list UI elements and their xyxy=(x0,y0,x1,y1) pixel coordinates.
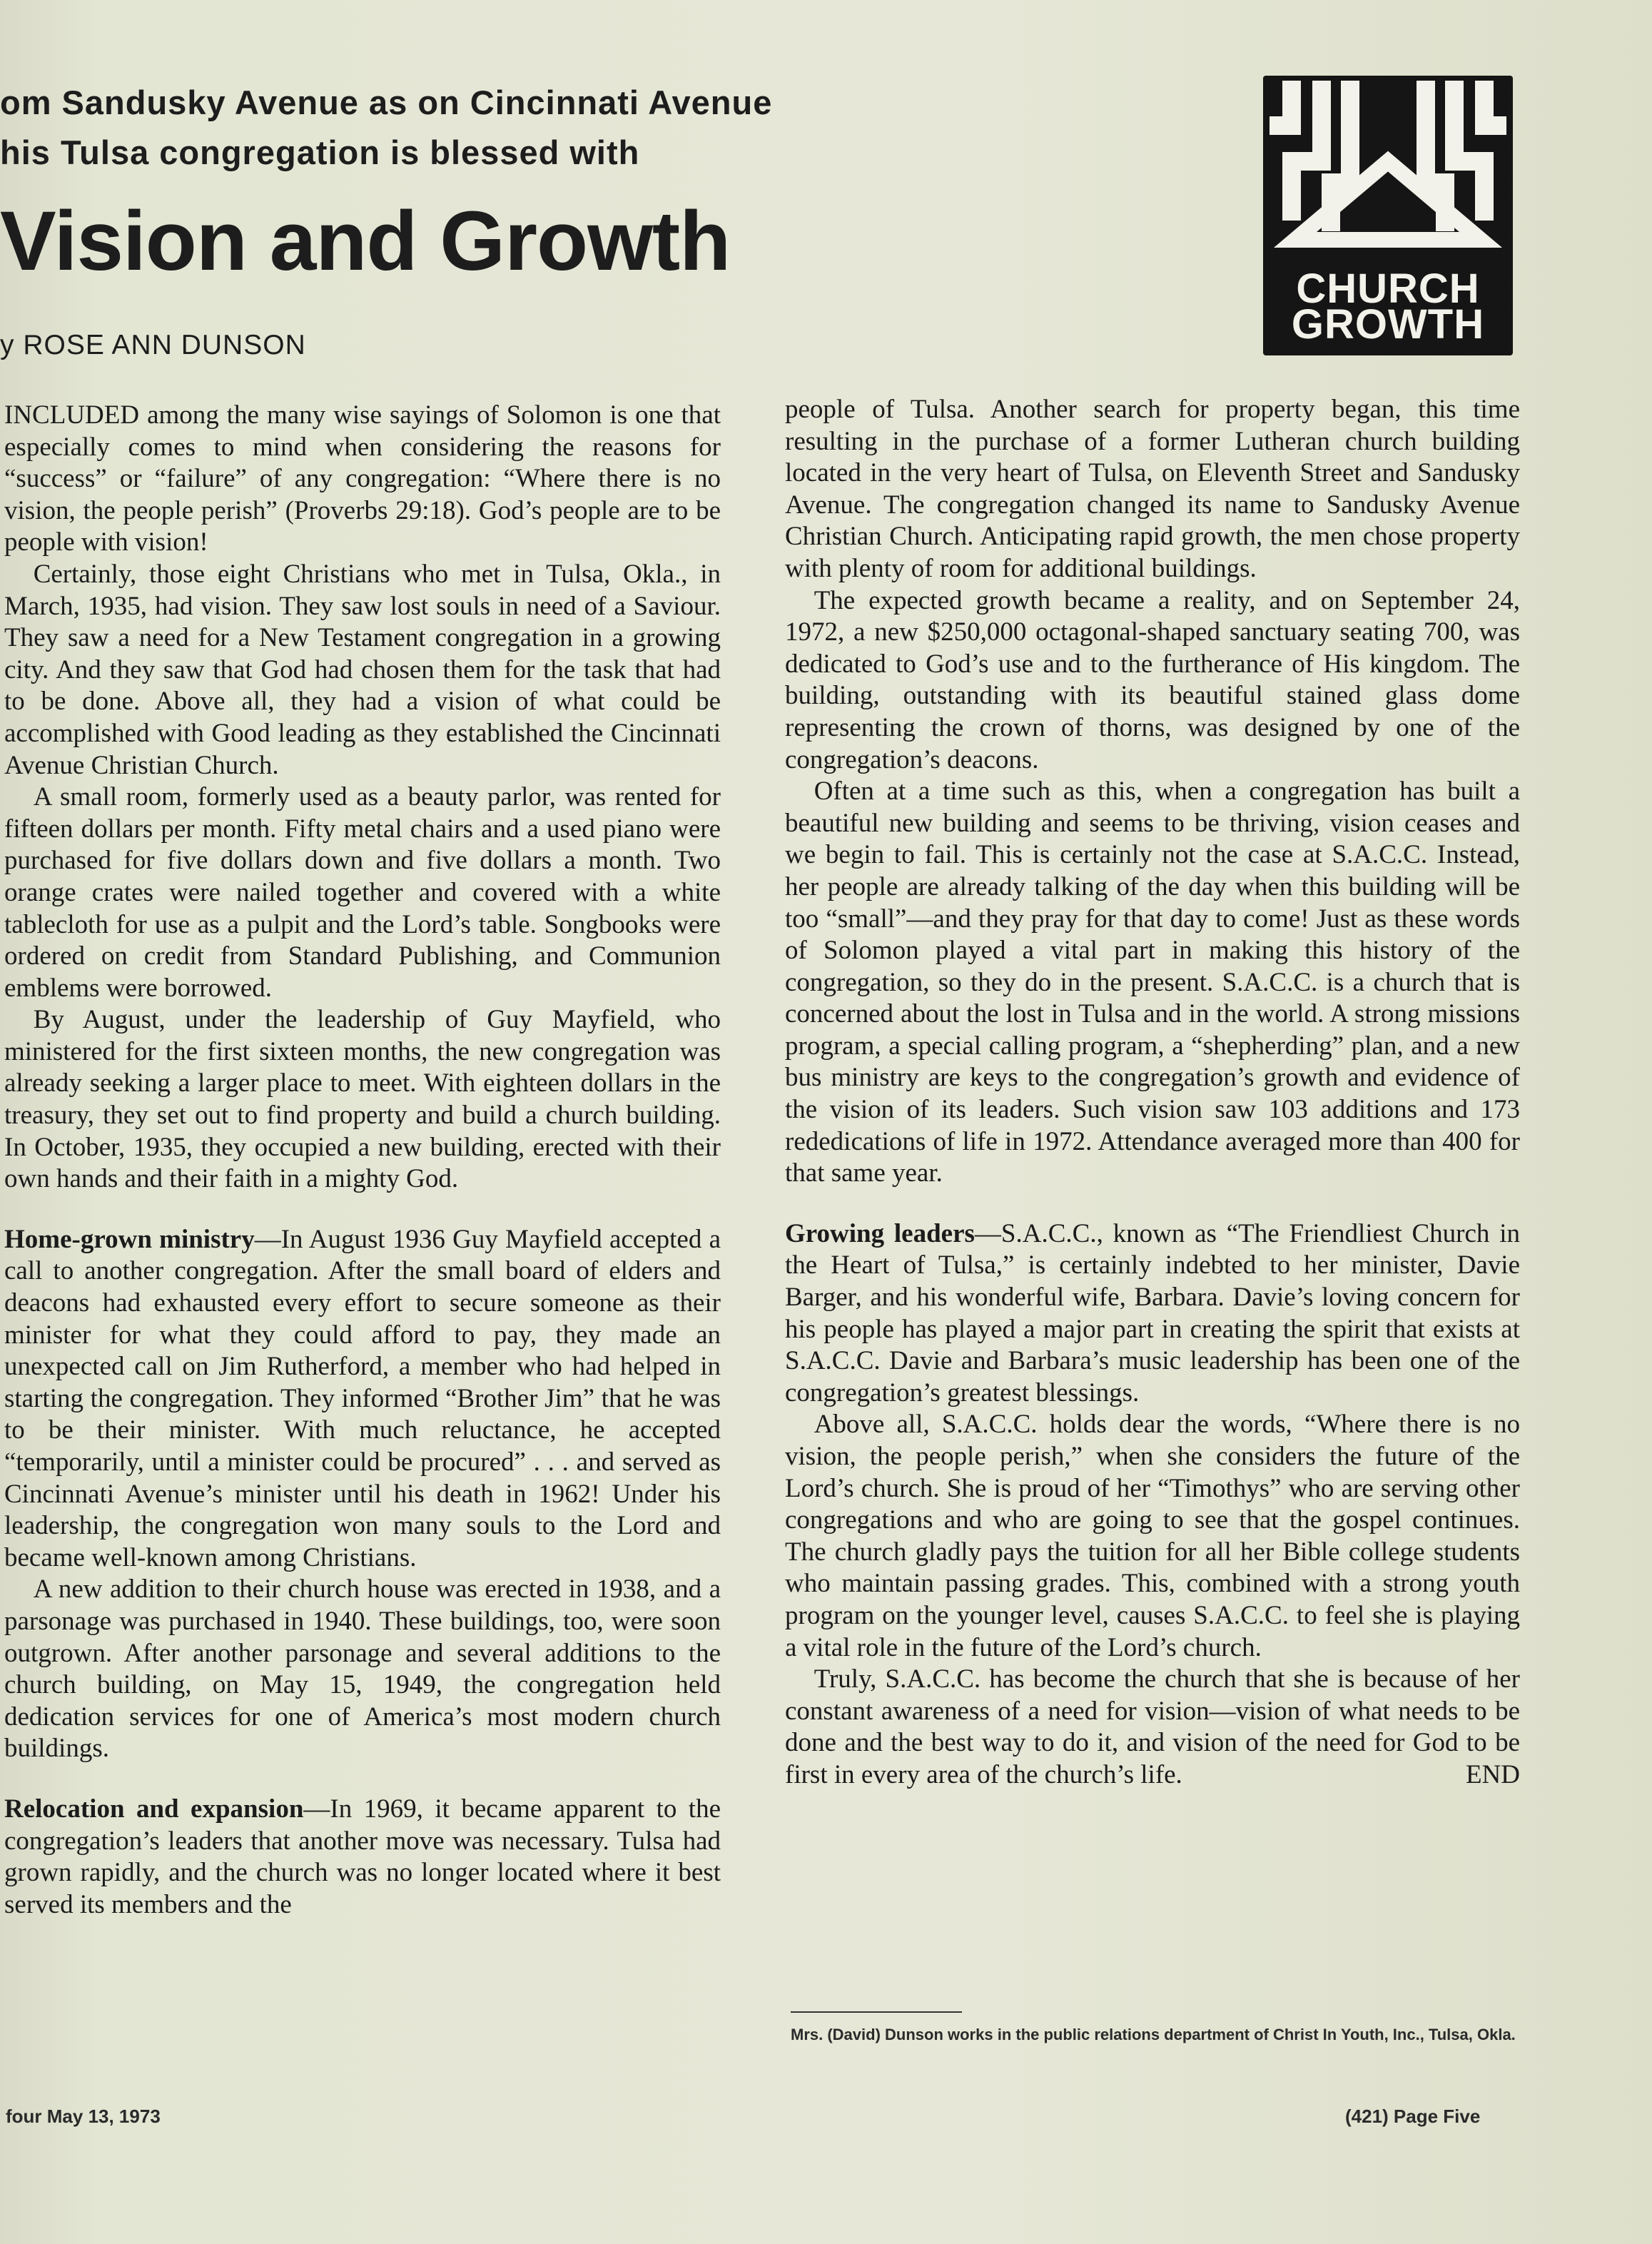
folio-left: four May 13, 1973 xyxy=(6,2106,161,2127)
footnote-rule xyxy=(791,2011,962,2013)
left-column xyxy=(4,400,721,1921)
church-growth-logo xyxy=(1263,76,1513,355)
paragraph: people of Tulsa. Another search for property began, this time resulting in the purchase of a former Lutheran church building located in the very heart of Tulsa, on Eleventh Street and Sandusky Avenue. The congregation changed its name to Sandusky Avenue Christian Church. Anticipating rapid growth, the men chose property with plenty of room for additional buildings. xyxy=(785,395,1520,583)
paragraph: Above all, S.A.C.C. holds dear the words, “Where there is no vision, the people perish,” when she considers the future of the Lord’s church. She is proud of her “Timothys” who are serving other congregations and who are going to see that the gospel continues. The church gladly pays the tuition for all her Bible college students who maintain passing grades. This, combined with a strong youth program on the younger level, causes S.A.C.C. to feel she is playing a vital role in the future of the Lord’s church. xyxy=(785,1410,1520,1662)
paragraph: A new addition to their church house was erected in 1938, and a parsonage was purchased in 1940. These buildings, too, were soon outgrown. After another parsonage and several additions to the church building, on May 15, 1949, the congregation held dedication services for one of America’s most modern church buildings. xyxy=(4,1575,721,1764)
paragraph: A small room, formerly used as a beauty parlor, was rented for fifteen dollars per month. Fifty metal chairs and a used piano were purchased for five dollars down and five dollars a month. Two orange crates were nailed together and covered with a white tablecloth for use as a pulpit and the Lord’s table. Songbooks were ordered on credit from Standard Publishing, and Communion emblems were borrowed. xyxy=(4,782,721,1003)
article-title: Vision and Growth xyxy=(0,194,731,288)
kicker-line-1: om Sandusky Avenue as on Cincinnati Avenue xyxy=(0,84,773,121)
byline: y ROSE ANN DUNSON xyxy=(0,330,306,360)
logo-text-church: CHURCH xyxy=(1296,266,1480,312)
paragraph: Growing leaders—S.A.C.C., known as “The Friendliest Church in the Heart of Tulsa,” is certainly indebted to her minister, Davie Barger, and his wonderful wife, Barbara. Davie’s loving concern for his people has played a major part in creating the spirit that exists at S.A.C.C. Davie and Barbara’s music leadership has been one of the congregation’s greatest blessings. xyxy=(785,1218,1520,1407)
author-footnote: Mrs. (David) Dunson works in the public relations department of Christ In Youth, Inc., Tulsa, Okla. xyxy=(791,2026,1516,2043)
paragraph: Certainly, those eight Christians who met in Tulsa, Okla., in March, 1935, had vision. They saw lost souls in need of a Saviour. They saw a need for a New Testament congregation in a growing city. And they saw that God had chosen them for the task that had to be done. Above all, they had a vision of what could be accomplished with Good leading as they established the Cincinnati Avenue Christian Church. xyxy=(4,559,721,780)
paragraph: INCLUDED among the many wise sayings of Solomon is one that especially comes to mind when considering the reasons for “success” or “failure” of any congregation: “Where there is no vision, the people perish” (Proverbs 29:18). God’s people are to be people with vision! xyxy=(4,400,721,557)
end-mark: END xyxy=(1465,1759,1520,1789)
subheading-growing-leaders: Growing leaders xyxy=(785,1218,975,1248)
right-column xyxy=(785,394,1520,1791)
kicker-line-2: his Tulsa congregation is blessed with xyxy=(0,133,640,171)
paragraph: The expected growth became a reality, and on September 24, 1972, a new $250,000 octagonal-shaped sanctuary seating 700, was dedicated to God’s use and to the furtherance of His kingdom. The building, outstanding with its beautiful stained glass dome representing the crown of thorns, was designed by one of the congregation’s deacons. xyxy=(785,585,1520,774)
paragraph: Truly, S.A.C.C. has become the church that she is because of her constant awareness of a need for vision—vision of what needs to be done and the best way to do it, and vision of the need for God to be first in every area of the church’s life. END xyxy=(785,1664,1520,1791)
paragraph: Often at a time such as this, when a congregation has built a beautiful new building and seems to be thriving, vision ceases and we begin to fail. This is certainly not the case at S.A.C.C. Instead, her people are already talking of the day when this building will be too “small”—and they pray for that day to come! Just as these words of Solomon played a vital part in making this history of the congregation, so they do in the present. S.A.C.C. is a church that is concerned about the lost in Tulsa and in the world. A strong missions program, a special calling program, a “shepherding” plan, and a new bus ministry are keys to the congregation’s growth and evidence of the vision of its leaders. Such vision saw 103 additions and 173 rededications of life in 1972. Attendance averaged more than 400 for that same year. xyxy=(785,777,1520,1188)
paragraph: By August, under the leadership of Guy Mayfield, who ministered for the first sixteen months, the new congregation was already seeking a larger place to meet. With eighteen dollars in the treasury, they set out to find property and build a church building. In October, 1935, they occupied a new building, erected with their own hands and their faith in a mighty God. xyxy=(4,1005,721,1194)
paragraph: Home-grown ministry—In August 1936 Guy Mayfield accepted a call to another congregation. After the small board of elders and deacons had exhausted every effort to secure someone as their minister for what they could afford to pay, they made an unexpected call on Jim Rutherford, a member who had helped in starting the congregation. They informed “Brother Jim” that he was to be their minister. With much reluctance, he accepted “temporarily, until a minister could be procured” . . . and served as Cincinnati Avenue’s minister until his death in 1962! Under his leadership, the congregation won many souls to the Lord and became well-known among Christians. xyxy=(4,1224,721,1572)
logo-text-growth: GROWTH xyxy=(1291,301,1485,348)
subheading-relocation: Relocation and expansion xyxy=(4,1794,304,1824)
folio-right: (421) Page Five xyxy=(1345,2106,1481,2127)
subheading-home-grown: Home-grown ministry xyxy=(4,1224,255,1254)
paragraph: Relocation and expansion—In 1969, it became apparent to the congregation’s leaders that another move was necessary. Tulsa had grown rapidly, and the church was no longer located where it best served its members and the xyxy=(4,1794,721,1919)
